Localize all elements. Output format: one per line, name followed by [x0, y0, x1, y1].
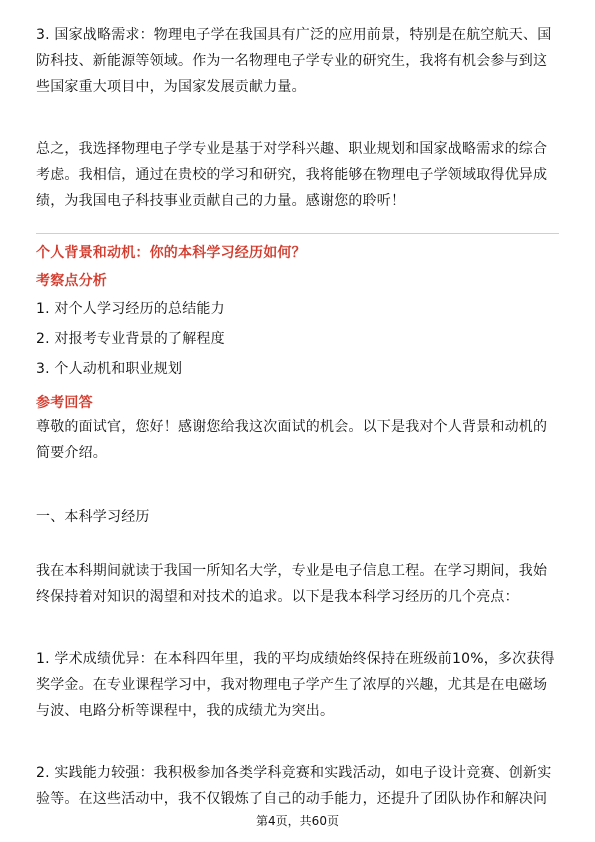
text-line: 与波、电路分析等课程中，我的成绩尤为突出。	[36, 703, 335, 719]
paragraph-practical-ability	[36, 760, 559, 812]
page-number: 第4页，共60页	[256, 814, 339, 828]
analysis-point-list	[36, 296, 559, 382]
text-line: 尊敬的面试官，您好！感谢您给我这次面试的机会。以下是我对个人背景和动机的	[36, 419, 548, 435]
analysis-heading-text: 考察点分析	[36, 273, 107, 289]
question-title-text: 个人背景和动机：你的本科学习经历如何？	[36, 245, 306, 261]
text-line: 验等。在这些活动中，我不仅锻炼了自己的动手能力，还提升了团队协作和解决问	[36, 791, 548, 807]
text-line: 绩，为我国电子科技事业贡献自己的力量。感谢您的聆听！	[36, 193, 406, 209]
text-line: 终保持着对知识的渴望和对技术的追求。以下是我本科学习经历的几个亮点：	[36, 589, 519, 605]
text-line: 1. 学术成绩优异：在本科四年里，我的平均成绩始终保持在班级前10%，多次获得	[36, 651, 555, 667]
text-line: 防科技、新能源等领域。作为一名物理电子学专业的研究生，我将有机会参与到这	[36, 53, 548, 69]
text-line: 考虑。我相信，通过在贵校的学习和研究，我将能够在物理电子学领域取得优异成	[36, 167, 548, 183]
section-heading-text: 一、本科学习经历	[36, 509, 150, 525]
text-line: 简要介绍。	[36, 445, 107, 461]
paragraph-undergrad-body	[36, 558, 559, 610]
paragraph-academic-performance	[36, 646, 559, 724]
list-item: 2. 对报考专业背景的了解程度	[36, 331, 225, 347]
section-divider	[36, 233, 559, 234]
text-line: 我在本科期间就读于我国一所知名大学，专业是电子信息工程。在学习期间，我始	[36, 563, 548, 579]
paragraph-conclusion	[36, 136, 559, 214]
list-item: 3. 个人动机和职业规划	[36, 361, 183, 377]
question-title	[36, 240, 559, 266]
text-line: 3. 国家战略需求：物理电子学在我国具有广泛的应用前景，特别是在航空航天、国	[36, 27, 552, 43]
list-item: 1. 对个人学习经历的总结能力	[36, 301, 225, 317]
answer-heading	[36, 390, 559, 416]
section-heading-undergrad	[36, 504, 559, 530]
answer-heading-text: 参考回答	[36, 395, 93, 411]
text-line: 奖学金。在专业课程学习中，我对物理电子学产生了浓厚的兴趣，尤其是在电磁场	[36, 677, 548, 693]
text-line: 2. 实践能力较强：我积极参加各类学科竞赛和实践活动，如电子设计竞赛、创新实	[36, 765, 552, 781]
paragraph-national-strategy	[36, 22, 559, 100]
text-line: 总之，我选择物理电子学专业是基于对学科兴趣、职业规划和国家战略需求的综合	[36, 141, 548, 157]
analysis-heading	[36, 268, 559, 294]
text-line: 些国家重大项目中，为国家发展贡献力量。	[36, 79, 306, 95]
paragraph-intro	[36, 414, 559, 466]
